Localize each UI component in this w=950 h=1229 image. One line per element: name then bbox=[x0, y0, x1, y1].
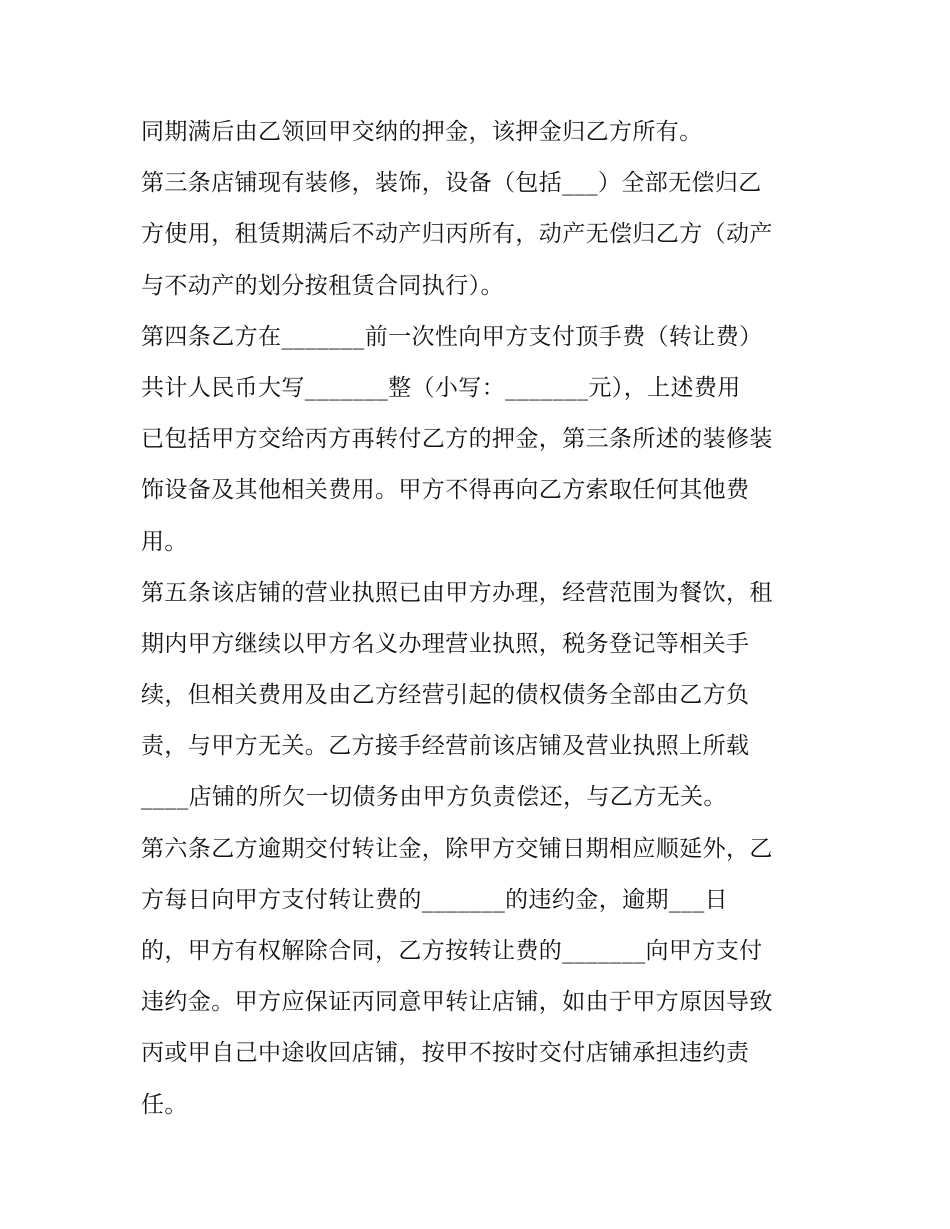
text-line: 已包括甲方交给丙方再转付乙方的押金，第三条所述的装修装 bbox=[141, 426, 773, 453]
text-line: 同期满后由乙领回甲交纳的押金，该押金归乙方所有。 bbox=[141, 119, 703, 145]
text-line: 的，甲方有权解除合同，乙方按转让费的_______向甲方支付 bbox=[141, 938, 763, 964]
text-line: 方使用，租赁期满后不动产归丙所有，动产无偿归乙方（动产 bbox=[141, 221, 773, 248]
text-line: 方每日向甲方支付转让费的_______的违约金，逾期___日 bbox=[141, 886, 728, 913]
text-line: 任。 bbox=[141, 1091, 188, 1118]
text-line: 用。 bbox=[141, 528, 188, 555]
text-line: 与不动产的划分按租赁合同执行）。 bbox=[141, 272, 504, 299]
text-line: 违约金。甲方应保证丙同意甲转让店铺，如由于甲方原因导致 bbox=[141, 989, 773, 1016]
text-line: ____店铺的所欠一切债务由甲方负责偿还，与乙方无关。 bbox=[141, 784, 727, 811]
text-line: 第三条店铺现有装修，装饰，设备（包括___）全部无偿归乙 bbox=[141, 170, 762, 197]
text-line: 饰设备及其他相关费用。甲方不得再向乙方索取任何其他费 bbox=[141, 477, 750, 504]
text-line: 第四条乙方在_______前一次性向甲方支付顶手费（转让费） bbox=[141, 323, 763, 350]
text-line: 丙或甲自己中途收回店铺，按甲不按时交付店铺承担违约责 bbox=[141, 1040, 750, 1067]
text-line: 责，与甲方无关。乙方接手经营前该店铺及营业执照上所载 bbox=[141, 733, 750, 760]
contract-body-text bbox=[141, 107, 821, 1131]
text-line: 第六条乙方逾期交付转让金，除甲方交铺日期相应顺延外，乙 bbox=[141, 835, 773, 862]
text-line: 续，但相关费用及由乙方经营引起的债权债务全部由乙方负 bbox=[141, 682, 750, 709]
text-line: 期内甲方继续以甲方名义办理营业执照，税务登记等相关手 bbox=[141, 630, 750, 657]
text-line: 共计人民币大写_______整（小写：_______元），上述费用 bbox=[141, 374, 741, 401]
text-line: 第五条该店铺的营业执照已由甲方办理，经营范围为餐饮，租 bbox=[141, 579, 773, 606]
